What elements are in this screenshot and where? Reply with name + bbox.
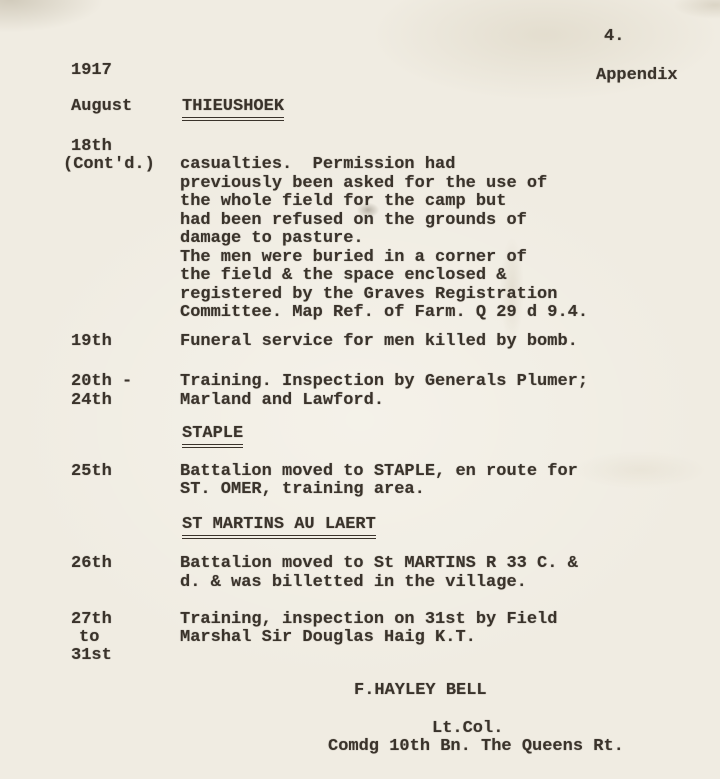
entry-body-line: The men were buried in a corner of <box>180 248 527 267</box>
entry-body-line: Battalion moved to STAPLE, en route for <box>180 462 578 481</box>
appendix-label: Appendix <box>596 66 678 85</box>
month-label: August <box>71 97 133 116</box>
entry-date: 27th <box>71 610 112 629</box>
entry-body-line: ST. OMER, training area. <box>180 480 425 499</box>
entry-body-line: Marshal Sir Douglas Haig K.T. <box>180 628 476 647</box>
entry-date: 20th - <box>71 372 133 391</box>
entry-body-line: had been refused on the grounds of <box>180 211 527 230</box>
section-heading-staple: STAPLE <box>182 424 243 448</box>
entry-date: 26th <box>71 554 112 573</box>
entry-date: 19th <box>71 332 112 351</box>
entry-body-line: d. & was billetted in the village. <box>180 573 527 592</box>
entry-body-line: Battalion moved to St MARTINS R 33 C. & <box>180 554 578 573</box>
year-label: 1917 <box>71 61 112 80</box>
signature-rank: Lt.Col. <box>432 719 504 738</box>
entry-body-line: previously been asked for the use of <box>180 174 548 193</box>
entry-body-line: registered by the Graves Registration <box>180 285 558 304</box>
entry-date: 31st <box>71 646 112 665</box>
signature-unit: Comdg 10th Bn. The Queens Rt. <box>328 737 624 756</box>
entry-body-line: the whole field for the camp but <box>180 192 507 211</box>
entry-date: 25th <box>71 462 112 481</box>
entry-date: 18th <box>71 137 112 156</box>
entry-body-line: Marland and Lawford. <box>180 391 385 410</box>
entry-body-line: Funeral service for men killed by bomb. <box>180 332 578 351</box>
entry-body-line: Training, inspection on 31st by Field <box>180 610 558 629</box>
entry-body-line: casualties. Permission had <box>180 155 456 174</box>
entry-body-line: damage to pasture. <box>180 229 364 248</box>
section-heading-st-martins: ST MARTINS AU LAERT <box>182 515 376 539</box>
entry-body-line: the field & the space enclosed & <box>180 266 507 285</box>
signature-name: F.HAYLEY BELL <box>354 681 487 700</box>
entry-date: 24th <box>71 391 112 410</box>
section-heading-thieushoek: THIEUSHOEK <box>182 97 284 121</box>
entry-body-line: Training. Inspection by Generals Plumer; <box>180 372 589 391</box>
entry-date-contd: (Cont'd.) <box>63 155 155 174</box>
page-number: 4. <box>604 27 625 46</box>
entry-date: to <box>79 628 100 647</box>
entry-body-line: Committee. Map Ref. of Farm. Q 29 d 9.4. <box>180 303 589 322</box>
